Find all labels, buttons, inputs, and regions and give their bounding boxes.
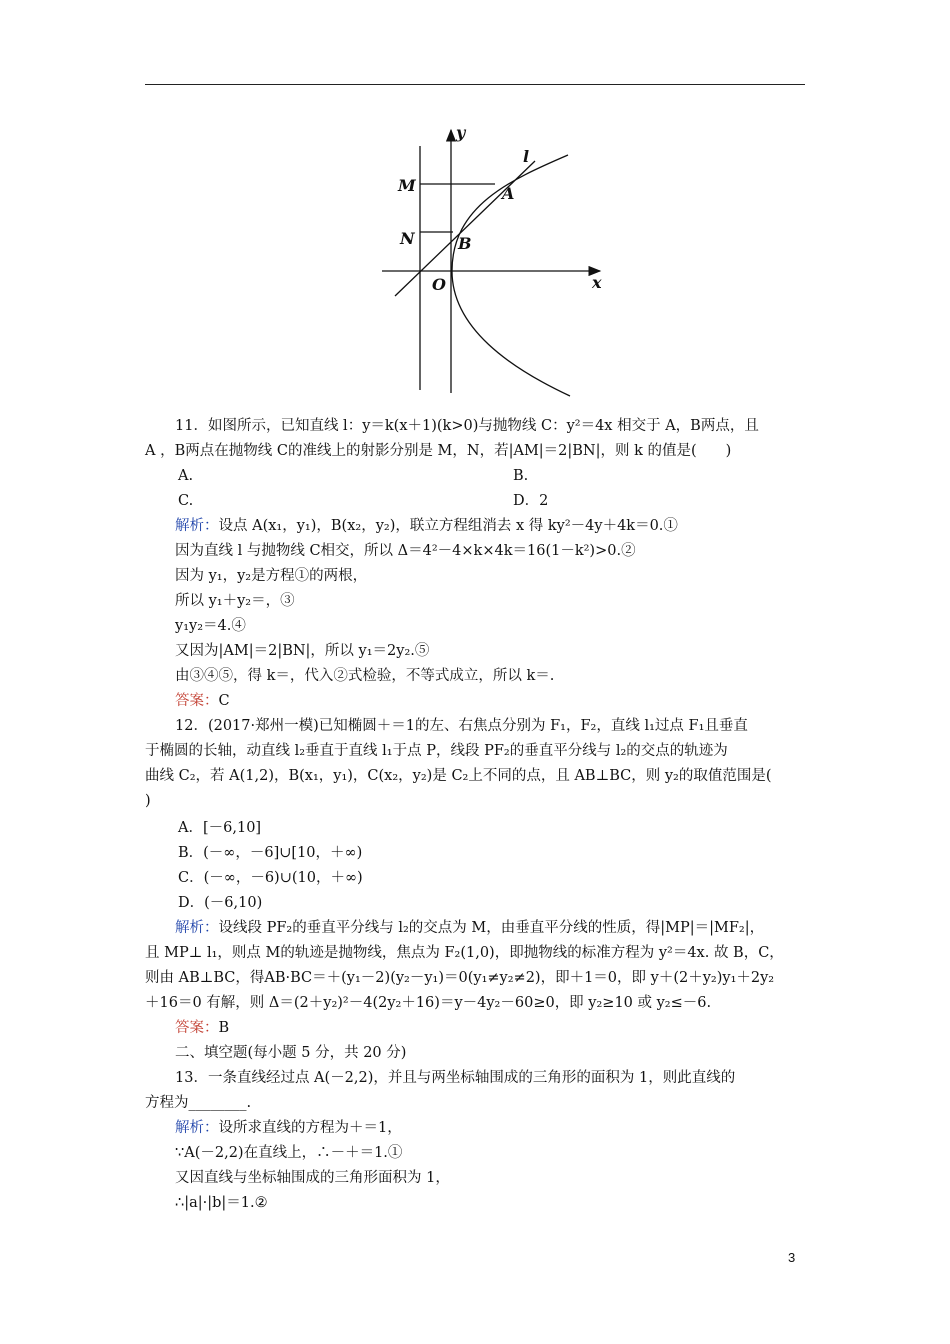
q11-analysis-line5: y₁y₂＝4.④ [175, 618, 246, 634]
q11-options-row1 [145, 464, 805, 488]
q13-analysis-line4: ∴|a|·|b|＝1.② [175, 1195, 268, 1211]
q12-answer-label: 答案： [175, 1020, 219, 1036]
q13-analysis-text1: 设所求直线的方程为＋＝1， [218, 1120, 402, 1136]
label-a: A [502, 184, 515, 203]
q11-option-a: A. [178, 468, 194, 484]
q11-stem-line1: 11．如图所示，已知直线 l：y＝k(x＋1)(k>0)与抛物线 C：y²＝4x 相交于 A，B两点，且 [175, 418, 759, 434]
q13-analysis-line1 [145, 1116, 805, 1140]
label-y: y [456, 123, 466, 142]
parabola-diagram [370, 118, 620, 400]
label-l: l [523, 147, 530, 166]
q11-option-c: C. [178, 493, 194, 509]
q13-analysis-label: 解析： [175, 1120, 219, 1136]
q11-analysis-label: 解析： [175, 518, 219, 534]
label-n: N [400, 229, 415, 248]
q12-stem-line1: 12．(2017·郑州一模)已知椭圆＋＝1的左、右焦点分别为 F₁，F₂，直线 l₁过点 F₁且垂直 [175, 718, 748, 734]
label-b: B [458, 234, 472, 253]
q12-stem-line2: 于椭圆的长轴，动直线 l₂垂直于直线 l₁于点 P，线段 PF₂的垂直平分线与 l₂的交点的轨迹为 [145, 743, 728, 759]
section-fill-in-heading: 二、填空题(每小题 5 分，共 20 分) [175, 1045, 407, 1061]
q11-analysis-line6: 又因为|AM|＝2|BN|，所以 y₁＝2y₂.⑤ [175, 643, 430, 659]
q12-analysis-line3: 则由 AB⊥BC，得AB·BC＝＋(y₁－2)(y₂－y₁)＝0(y₁≠y₂≠2)，即＋1＝0，即 y＋(2＋y₂)y₁＋2y₂ [145, 970, 775, 986]
q11-analysis-line3: 因为 y₁，y₂是方程①的两根， [175, 568, 368, 584]
q12-analysis-text1: 设线段 PF₂的垂直平分线与 l₂的交点为 M，由垂直平分线的性质，得|MP|＝|MF₂|， [218, 920, 765, 936]
q11-analysis-line2: 因为直线 l 与抛物线 C相交，所以 Δ＝4²－4×k×4k＝16(1－k²)>0.② [175, 543, 636, 559]
header-rule [145, 84, 805, 85]
q11-options-row2 [145, 489, 805, 513]
parabola-figure [370, 118, 620, 400]
line-l [395, 161, 535, 296]
q12-option-c: C．(－∞，－6)∪(10，＋∞) [178, 870, 363, 886]
q12-stem-line4: ) [145, 793, 151, 809]
q12-answer-value: B [218, 1020, 230, 1036]
q11-answer-label: 答案： [175, 693, 219, 709]
label-x: x [592, 273, 602, 292]
q12-analysis-line2: 且 MP⊥ l₁，则点 M的轨迹是抛物线，焦点为 F₂(1,0)，即抛物线的标准方程为 y²＝4x. 故 B，C， [145, 945, 784, 961]
q11-analysis-line4: 所以 y₁＋y₂＝，③ [175, 593, 295, 609]
q11-stem-line2: A ，B两点在抛物线 C的准线上的射影分别是 M，N，若|AM|＝2|BN|，则 k 的值是( ) [145, 443, 732, 459]
q12-answer [145, 1016, 805, 1040]
q11-option-b: B. [513, 468, 529, 484]
label-origin: O [432, 275, 446, 294]
q12-analysis-label: 解析： [175, 920, 219, 936]
q11-analysis-line1 [145, 514, 805, 538]
q11-answer-value: C [218, 693, 230, 709]
q11-analysis-line7: 由③④⑤，得 k＝，代入②式检验，不等式成立，所以 k＝. [175, 668, 555, 684]
page-number: 3 [788, 1250, 796, 1265]
q13-stem-line1: 13．一条直线经过点 A(－2,2)，并且与两坐标轴围成的三角形的面积为 1，则此直线的 [175, 1070, 736, 1086]
q12-stem-line3: 曲线 C₂，若 A(1,2)，B(x₁，y₁)，C(x₂，y₂)是 C₂上不同的点，且 AB⊥BC，则 y₂的取值范围是( [145, 768, 772, 784]
q12-option-b: B．(－∞，－6]∪[10，＋∞) [178, 845, 363, 861]
q12-option-d: D．(－6,10) [178, 895, 263, 911]
q11-option-d: D．2 [513, 493, 549, 509]
label-m: M [398, 176, 416, 195]
q13-analysis-line2: ∵A(－2,2)在直线上，∴－＋＝1.① [175, 1145, 403, 1161]
q11-analysis-text1: 设点 A(x₁，y₁)，B(x₂，y₂)，联立方程组消去 x 得 ky²－4y＋4k＝0.① [218, 518, 678, 534]
q13-stem-line2: 方程为________. [145, 1095, 252, 1111]
q13-analysis-line3: 又因直线与坐标轴围成的三角形面积为 1， [175, 1170, 450, 1186]
q12-analysis-line4: ＋16＝0 有解，则 Δ＝(2＋y₂)²－4(2y₂＋16)＝y－4y₂－60≥0，即 y₂≥10 或 y₂≤－6. [145, 995, 712, 1011]
q12-option-a: A．[－6,10] [178, 820, 262, 836]
q11-answer [145, 689, 805, 713]
q12-analysis-line1 [145, 916, 805, 940]
